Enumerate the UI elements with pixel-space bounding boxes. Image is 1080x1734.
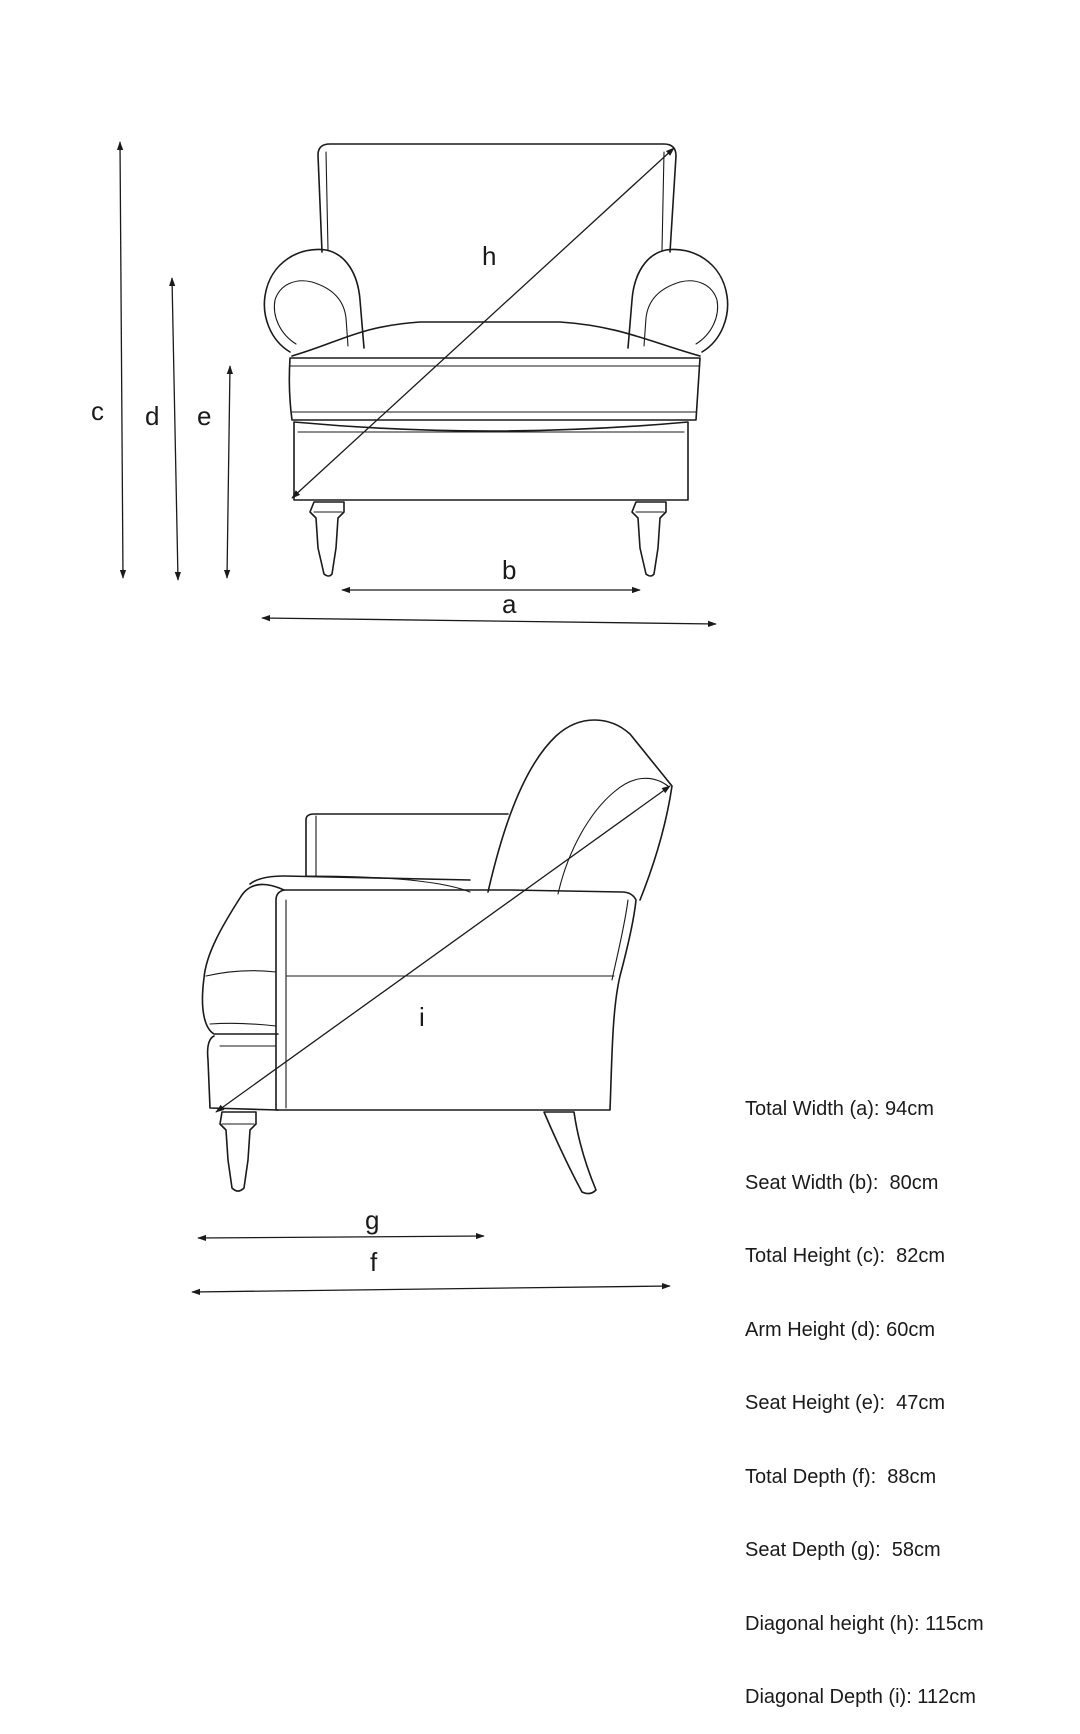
dimensions-list <box>745 1048 1065 1734</box>
dimension-line-c <box>120 142 123 578</box>
side-panel <box>276 890 636 1110</box>
side-arm-top <box>250 876 470 884</box>
label-e: e <box>197 401 212 431</box>
side-backrest <box>488 720 672 900</box>
front-right-arm-scroll <box>644 281 718 346</box>
dimension-line-g <box>198 1236 484 1238</box>
front-backrest <box>318 144 676 252</box>
armchair-front-view <box>264 144 727 576</box>
front-left-leg <box>310 502 344 576</box>
front-seat-cushion <box>289 358 700 420</box>
spec-diagonal-depth: Diagonal Depth (i): 112cm <box>745 1686 976 1708</box>
dimension-line-h <box>292 148 674 498</box>
dimension-line-a <box>262 618 716 624</box>
dimension-line-i <box>216 786 670 1112</box>
dimension-line-d <box>172 278 178 580</box>
label-b: b <box>502 555 517 585</box>
front-right-arm <box>628 249 728 352</box>
armchair-side-view <box>202 720 672 1194</box>
dimension-line-e <box>227 366 230 578</box>
front-dimension-lines <box>120 142 716 624</box>
label-f: f <box>370 1247 378 1277</box>
spec-arm-height: Arm Height (d): 60cm <box>745 1318 936 1341</box>
front-base <box>294 422 688 500</box>
label-c: c <box>91 396 104 426</box>
front-backrest-inner-seam <box>326 152 664 250</box>
spec-diagonal-height: Diagonal height (h): 115cm <box>745 1612 984 1635</box>
label-g: g <box>365 1205 380 1235</box>
side-front-base <box>208 1036 278 1110</box>
side-near-arm-front <box>202 884 284 1034</box>
spec-seat-width: Seat Width (b): 80cm <box>745 1171 939 1194</box>
spec-seat-depth: Seat Depth (g): 58cm <box>745 1539 941 1561</box>
side-dimension-lines <box>192 786 670 1292</box>
label-h: h <box>482 241 497 271</box>
front-seat-cushion-top <box>292 322 700 356</box>
side-panel-back-edge <box>612 900 628 980</box>
side-backrest-inner <box>558 778 668 894</box>
front-right-leg <box>632 502 666 576</box>
spec-total-depth: Total Depth (f): 88cm <box>745 1465 937 1488</box>
label-a: a <box>502 589 517 619</box>
spec-seat-height: Seat Height (e): 47cm <box>745 1392 946 1414</box>
front-left-arm-scroll <box>274 281 348 346</box>
side-far-arm <box>306 814 508 876</box>
label-d: d <box>145 401 160 431</box>
spec-total-height: Total Height (c): 82cm <box>745 1245 946 1267</box>
dimension-line-f <box>192 1286 670 1292</box>
side-back-leg <box>544 1112 596 1194</box>
side-arm-piping <box>206 971 276 1026</box>
label-i: i <box>419 1002 425 1032</box>
spec-total-width: Total Width (a): 94cm <box>745 1098 934 1120</box>
